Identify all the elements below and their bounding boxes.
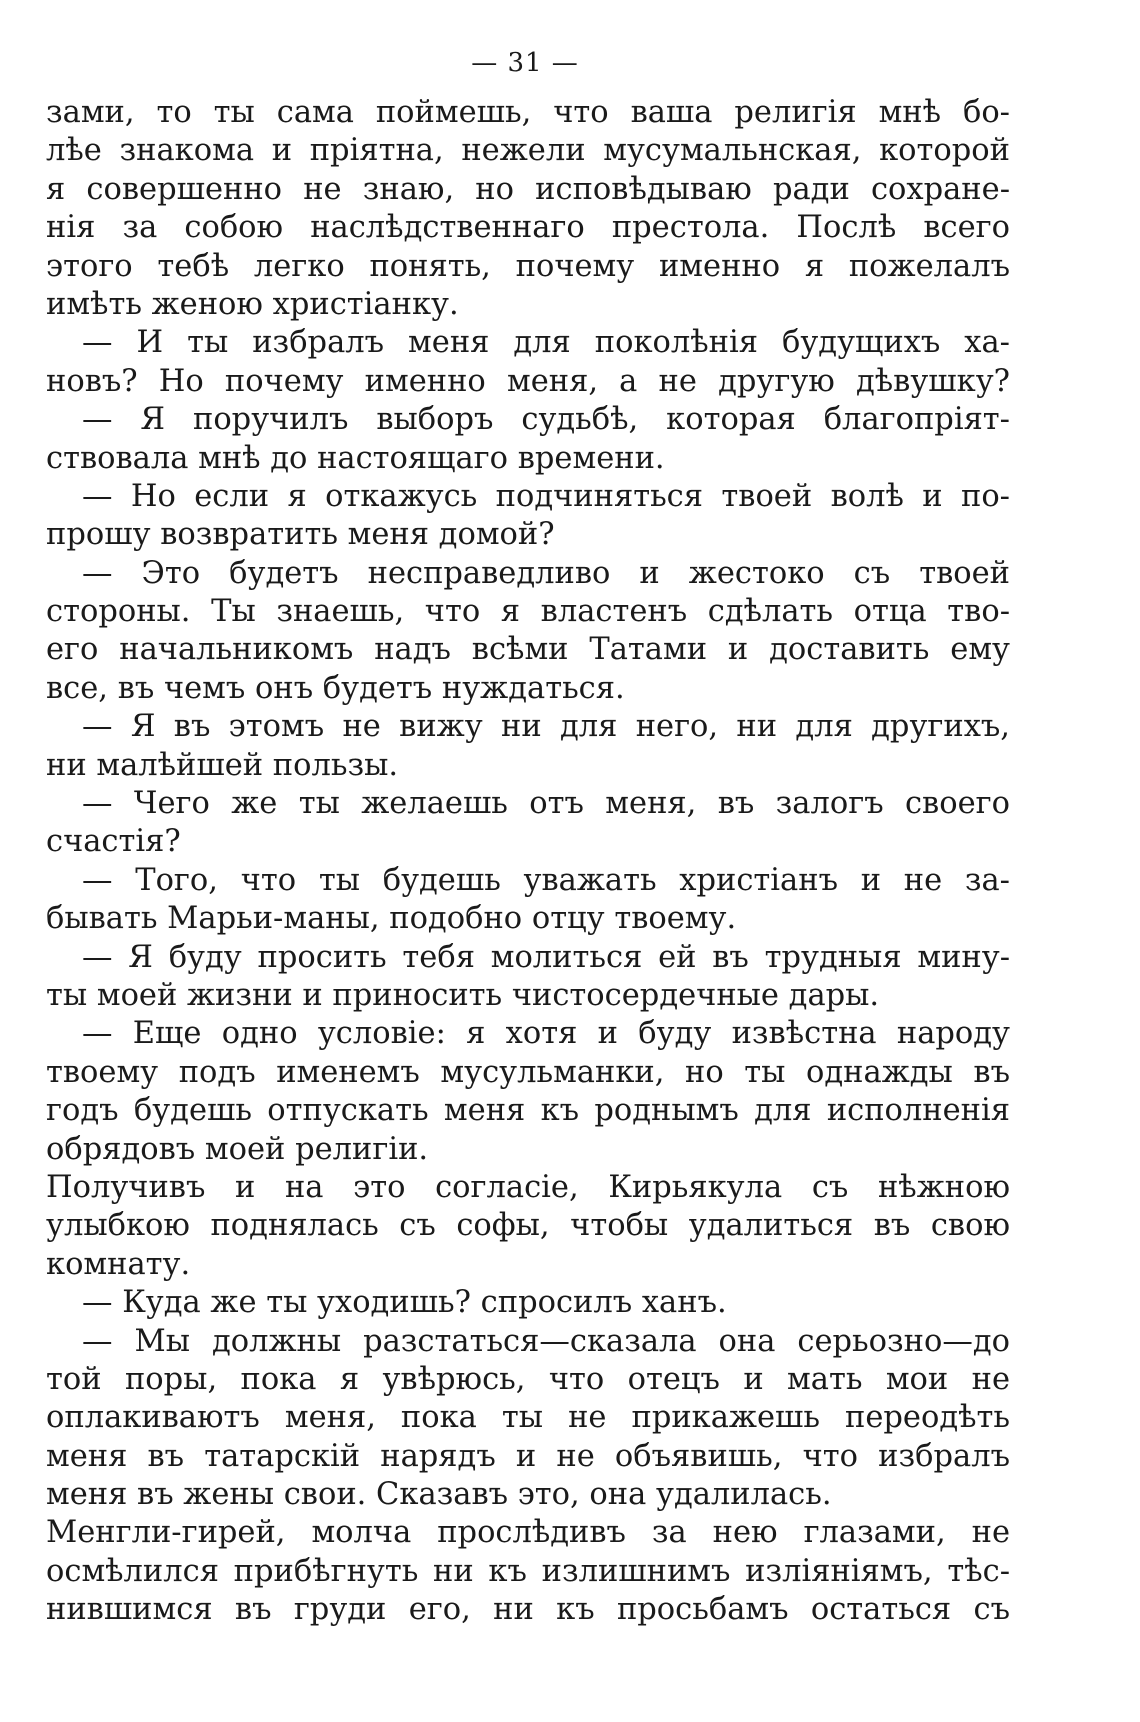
text-line: этого тебѣ легко понять, почему именно я пожелалъ bbox=[46, 248, 1010, 284]
text-line: обрядовъ моей религіи. bbox=[46, 1131, 429, 1167]
text-line: меня въ жены свои. Сказавъ это, она удалилась. bbox=[46, 1477, 832, 1513]
text-line: твоему подъ именемъ мусульманки, но ты однажды въ bbox=[46, 1054, 1010, 1090]
text-line: — Но если я откажусь подчиняться твоей волѣ и по- bbox=[82, 478, 1010, 514]
text-line: — Я поручилъ выборъ судьбѣ, которая благопріят- bbox=[82, 402, 1010, 438]
text-line: — Мы должны разстаться—сказала она серьозно—до bbox=[82, 1323, 1010, 1359]
text-line: стороны. Ты знаешь, что я властенъ сдѣлать отца тво- bbox=[46, 594, 1010, 630]
text-line: прошу возвратить меня домой? bbox=[46, 517, 555, 553]
text-line: нившимся въ груди его, ни къ просьбамъ остаться съ bbox=[46, 1592, 1010, 1628]
text-line: нія за собою наслѣдственнаго престола. Послѣ всего bbox=[46, 210, 1010, 246]
text-line: комнату. bbox=[46, 1246, 191, 1282]
text-line: меня въ татарскій нарядъ и не объявишь, что избралъ bbox=[46, 1438, 1010, 1474]
text-line: Получивъ и на это согласіе, Кирьякула съ нѣжною bbox=[46, 1169, 1010, 1205]
text-line: — И ты избралъ меня для поколѣнія будущихъ ха- bbox=[82, 325, 1010, 361]
text-line: бывать Марьи-маны, подобно отцу твоему. bbox=[46, 901, 737, 937]
text-line: — Куда же ты уходишь? спросилъ ханъ. bbox=[82, 1285, 727, 1321]
text-line: — Чего же ты желаешь отъ меня, въ залогъ своего bbox=[82, 786, 1010, 822]
text-line: ни малѣйшей пользы. bbox=[46, 747, 399, 783]
text-line: — Еще одно условіе: я хотя и буду извѣстна народу bbox=[82, 1016, 1010, 1052]
text-line: все, въ чемъ онъ будетъ нуждаться. bbox=[46, 670, 625, 706]
text-line: счастія? bbox=[46, 824, 181, 860]
text-line: его начальникомъ надъ всѣми Татами и доставить ему bbox=[46, 632, 1010, 668]
text-line: той поры, пока я увѣрюсь, что отецъ и мать мои не bbox=[46, 1361, 1010, 1397]
text-line: годъ будешь отпускать меня къ роднымъ для исполненія bbox=[46, 1093, 1010, 1129]
text-line: лѣе знакома и пріятна, нежели мусумальнская, которой bbox=[46, 133, 1010, 169]
page-number: — 31 — bbox=[471, 48, 579, 78]
text-line: зами, то ты сама поймешь, что ваша религія мнѣ бо- bbox=[46, 95, 1010, 130]
text-line: Менгли-гирей, молча прослѣдивъ за нею глазами, не bbox=[46, 1515, 1010, 1551]
text-line: — Я буду просить тебя молиться ей въ трудныя мину- bbox=[82, 939, 1010, 975]
text-line: новъ? Но почему именно меня, а не другую дѣвушку? bbox=[46, 363, 1010, 399]
text-line: ты моей жизни и приносить чистосердечные дары. bbox=[46, 977, 880, 1013]
text-line: — Того, что ты будешь уважать христіанъ и не за- bbox=[82, 862, 1010, 898]
text-line: улыбкою поднялась съ софы, чтобы удалиться въ свою bbox=[46, 1208, 1010, 1244]
text-line: я совершенно не знаю, но исповѣдываю ради сохране- bbox=[46, 171, 1010, 207]
body-text bbox=[46, 94, 1010, 1630]
text-line: имѣть женою христіанку. bbox=[46, 286, 459, 322]
text-line: осмѣлился прибѣгнуть ни къ излишнимъ изліяніямъ, тѣс- bbox=[46, 1553, 1010, 1589]
text-line: — Я въ этомъ не вижу ни для него, ни для другихъ, bbox=[82, 709, 1010, 745]
text-line: оплакиваютъ меня, пока ты не прикажешь переодѣть bbox=[46, 1400, 1010, 1436]
text-line: ствовала мнѣ до настоящаго времени. bbox=[46, 440, 665, 476]
text-line: — Это будетъ несправедливо и жестоко съ твоей bbox=[82, 555, 1010, 591]
